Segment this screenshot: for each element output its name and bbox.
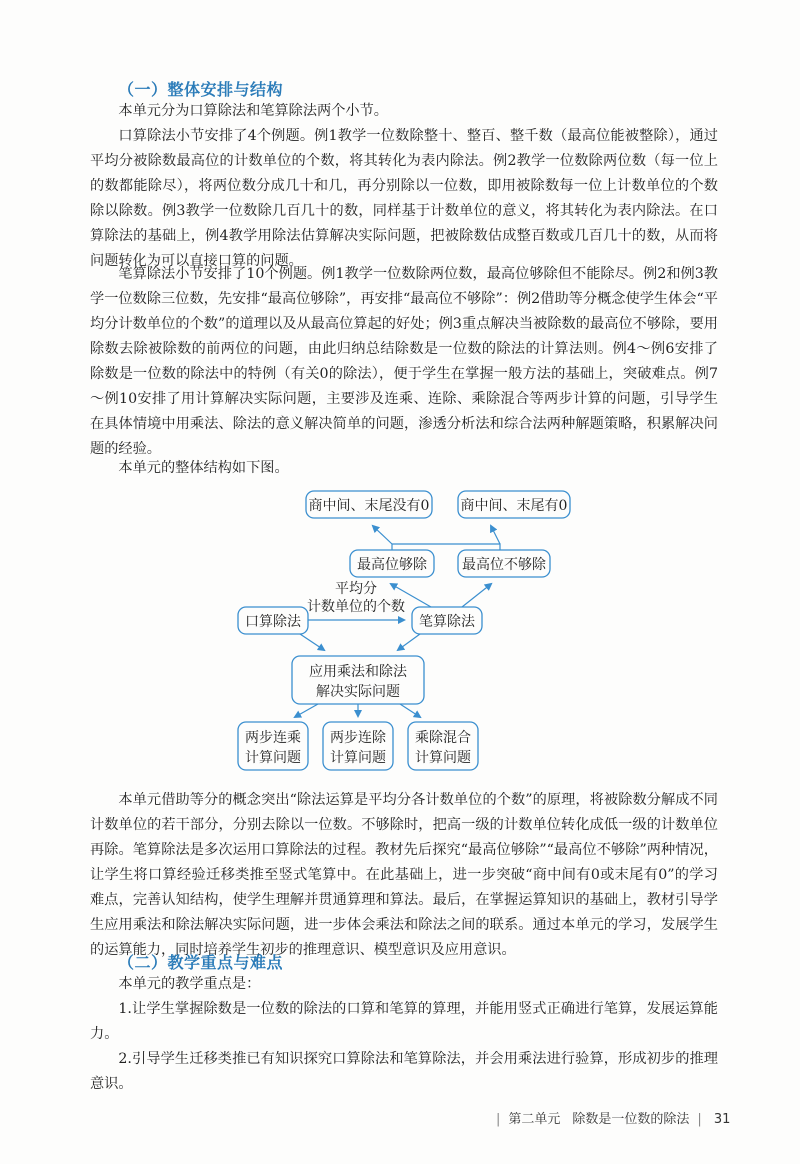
footer-unit: 第二单元 <box>508 1112 561 1127</box>
arrow-to-top-left <box>373 526 392 544</box>
box-branch-1 <box>238 722 308 770</box>
footer-divider: | <box>496 1112 501 1127</box>
paragraph-focus-2: 2.引导学生迁移类推已有知识探究口算除法和笔算除法，并会用乘法进行验算，形成初步的推理意识。 <box>90 1051 718 1092</box>
paragraph-focus-1: 1.让学生掌握除数是一位数的除法的口算和笔算的算理，并能用竖式正确进行笔算，发展运算能力。 <box>90 1001 718 1042</box>
box-apply <box>292 656 424 704</box>
arrow-to-branch-3 <box>400 704 420 717</box>
box-mid-right <box>458 550 550 577</box>
diagram-labels <box>245 497 567 766</box>
arrow-to-mid-left <box>391 584 431 607</box>
label-branch-3-line1: 乘除混合 <box>415 730 471 746</box>
paragraph-intro: 本单元分为口算除法和笔算除法两个小节。 <box>118 103 388 119</box>
arrow-written-to-apply <box>398 634 420 650</box>
label-written: 笔算除法 <box>419 614 475 630</box>
label-branch-3-line2: 计算问题 <box>415 750 471 766</box>
label-edge-line2: 计数单位的个数 <box>307 599 405 615</box>
paragraph-structure-intro: 本单元的整体结构如下图。 <box>118 460 289 476</box>
label-top-left: 商中间、末尾没有0 <box>308 498 430 514</box>
label-branch-1-line2: 计算问题 <box>245 750 301 766</box>
diagram-boxes <box>238 491 570 770</box>
connector-mid <box>392 544 500 550</box>
label-branch-2-line2: 计算问题 <box>330 750 386 766</box>
page-footer <box>488 1108 731 1127</box>
section-title-focus: （二）教学重点与难点 <box>118 953 284 972</box>
label-oral: 口算除法 <box>245 614 301 630</box>
paragraph-focus-intro: 本单元的教学重点是： <box>118 976 261 992</box>
diagram-arrows <box>295 526 500 717</box>
section-title-structure: （一）整体安排与结构 <box>118 80 284 99</box>
label-branch-2-line1: 两步连除 <box>330 730 386 746</box>
box-branch-3 <box>408 722 478 770</box>
footer-chapter: 除数是一位数的除法 <box>572 1112 690 1127</box>
arrow-oral-to-apply <box>300 634 324 650</box>
label-apply-line1: 应用乘法和除法 <box>309 664 407 680</box>
box-mid-left <box>350 550 434 577</box>
box-written <box>412 607 482 634</box>
arrow-to-mid-right <box>462 584 491 607</box>
page-number: 31 <box>713 1112 731 1127</box>
label-top-right: 商中间、末尾有0 <box>460 498 568 514</box>
label-apply-line2: 解决实际问题 <box>316 684 400 700</box>
label-edge-line1: 平均分 <box>335 581 377 597</box>
label-branch-1-line1: 两步连乘 <box>245 730 301 746</box>
paragraph-structure-explanation: 本单元借助等分的概念突出“除法运算是平均分各计数单位的个数”的原理，将被除数分解成不同计数单位的若干部分，分别去除以一位数。不够除时，把高一级的计数单位转化成低一级的计数单位再除。笔算除法是多次运用口算除法的过程。教材先后探究“最高位够除”“最高位不够除”两种情况，让学生将口算经验迁移类推至竖式笔算中。在此基础上，进一步突破“商中间有0或末尾有0”的学习难点，完善认知结构，使学生理解并贯通算理和算法。最后，在掌握运算知识的基础上，教材引导学生应用乘法和除法解决实际问题，进一步体会乘法和除法之间的联系。通过本单元的学习，发展学生的运算能力，同时培养学生初步的推理意识、模型意识及应用意识。 <box>90 792 718 958</box>
label-mid-left: 最高位够除 <box>357 557 427 573</box>
label-mid-right: 最高位不够除 <box>462 557 546 573</box>
box-oral <box>238 607 308 634</box>
paragraph-oral-division: 口算除法小节安排了4个例题。例1教学一位数除整十、整百、整千数（最高位能被整除），通过平均分被除数最高位的计数单位的个数，将其转化为表内除法。例2教学一位数除两位数（每一位上的数都能除尽），将两位数分成几十和几，再分别除以一位数，即用被除数每一位上计数单位的个数除以除数。例3教学一位数除几百几十的数，同样基于计数单位的意义，将其转化为表内除法。在口算除法的基础上，例4教学用除法估算解决实际问题，把被除数估成整百数或几百几十的数，从而将问题转化为可以直接口算的问题。 <box>90 128 718 269</box>
arrow-to-branch-1 <box>295 704 318 717</box>
box-branch-2 <box>323 722 393 770</box>
box-top-right <box>458 491 570 518</box>
footer-divider-2: | <box>697 1112 702 1127</box>
paragraph-written-division: 笔算除法小节安排了10个例题。例1教学一位数除两位数，最高位够除但不能除尽。例2和例3教学一位数除三位数，先安排“最高位够除”，再安排“最高位不够除”：例2借助等分概念使学生体会“平均分计数单位的个数”的道理以及从最高位算起的好处；例3重点解决当被除数的最高位不够除，要用除数去除被除数的前两位的问题，由此归纳总结除数是一位数的除法的计算法则。例4～例6安排了除数是一位数的除法中的特例（有关0的除法），便于学生在掌握一般方法的基础上，突破难点。例7～例10安排了用计算解决实际问题，主要涉及连乘、连除、乘除混合等两步计算的问题，引导学生在具体情境中用乘法、除法的意义解决简单的问题，渗透分析法和综合法两种解题策略，积累解决问题的经验。 <box>90 266 718 457</box>
arrow-to-top-right <box>491 526 500 544</box>
box-top-left <box>306 491 432 518</box>
